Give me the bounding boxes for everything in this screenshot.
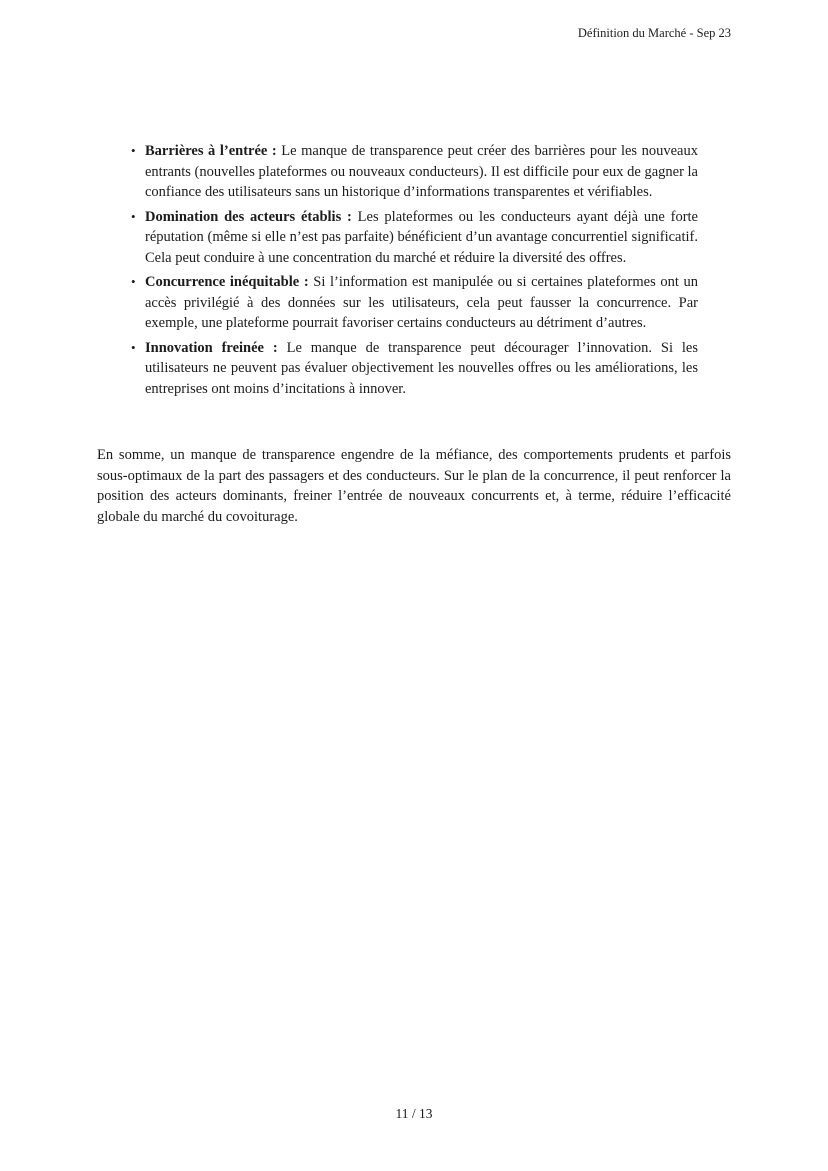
page-content [97, 141, 731, 542]
page-number: 11 / 13 [395, 1106, 433, 1121]
list-item [131, 141, 698, 203]
list-item-lead: Concurrence inéquitable : [145, 274, 314, 290]
list-item-lead: Innovation freinée : [145, 339, 287, 356]
list-item-text: Si l’information est manipulée ou si certaines plateformes ont un accès privilégié à des données sur les utilisateurs, cela peut fausser la concurrence. Par exemple, une plateforme pourrait favoriser certains conducteurs au détriment d’autres. [145, 274, 699, 331]
bullet-list [131, 141, 698, 399]
closing-paragraph: En somme, un manque de transparence engendre de la méfiance, des comportements prudents et parfois sous-optimaux de la part des passagers et des conducteurs. Sur le plan de la concurrence, il peut renforcer la position des acteurs dominants, freiner l’entrée de nouveaux concurrents et, à terme, réduire l’efficacité globale du marché du covoiturage. [97, 447, 731, 525]
list-item-text: Le manque de transparence peut créer des barrières pour les nouveaux entrants (nouvelles plateformes ou nouveaux conducteurs). Il est difficile pour eux de gagner la confiance des utilisateurs sans un historique d’informations transparentes et vérifiables. [145, 143, 698, 200]
list-item [131, 207, 698, 269]
page-header-title: Définition du Marché - Sep 23 [577, 26, 731, 40]
list-item-text: Le manque de transparence peut décourager l’innovation. Si les utilisateurs ne peuvent pas évaluer objectivement les nouvelles offres ou les améliorations, les entreprises ont moins d’incitations à innover. [145, 339, 698, 397]
list-item [131, 338, 698, 400]
list-item [131, 272, 698, 334]
list-item-text: Les plateformes ou les conducteurs ayant déjà une forte réputation (même si elle n’est pas parfaite) bénéficient d’un avantage concurrentiel significatif. Cela peut conduire à une concentration du marché et réduire la diversité des offres. [145, 208, 698, 266]
list-item-lead: Barrières à l’entrée : [145, 143, 282, 159]
list-item-lead: Domination des acteurs établis : [145, 208, 358, 225]
